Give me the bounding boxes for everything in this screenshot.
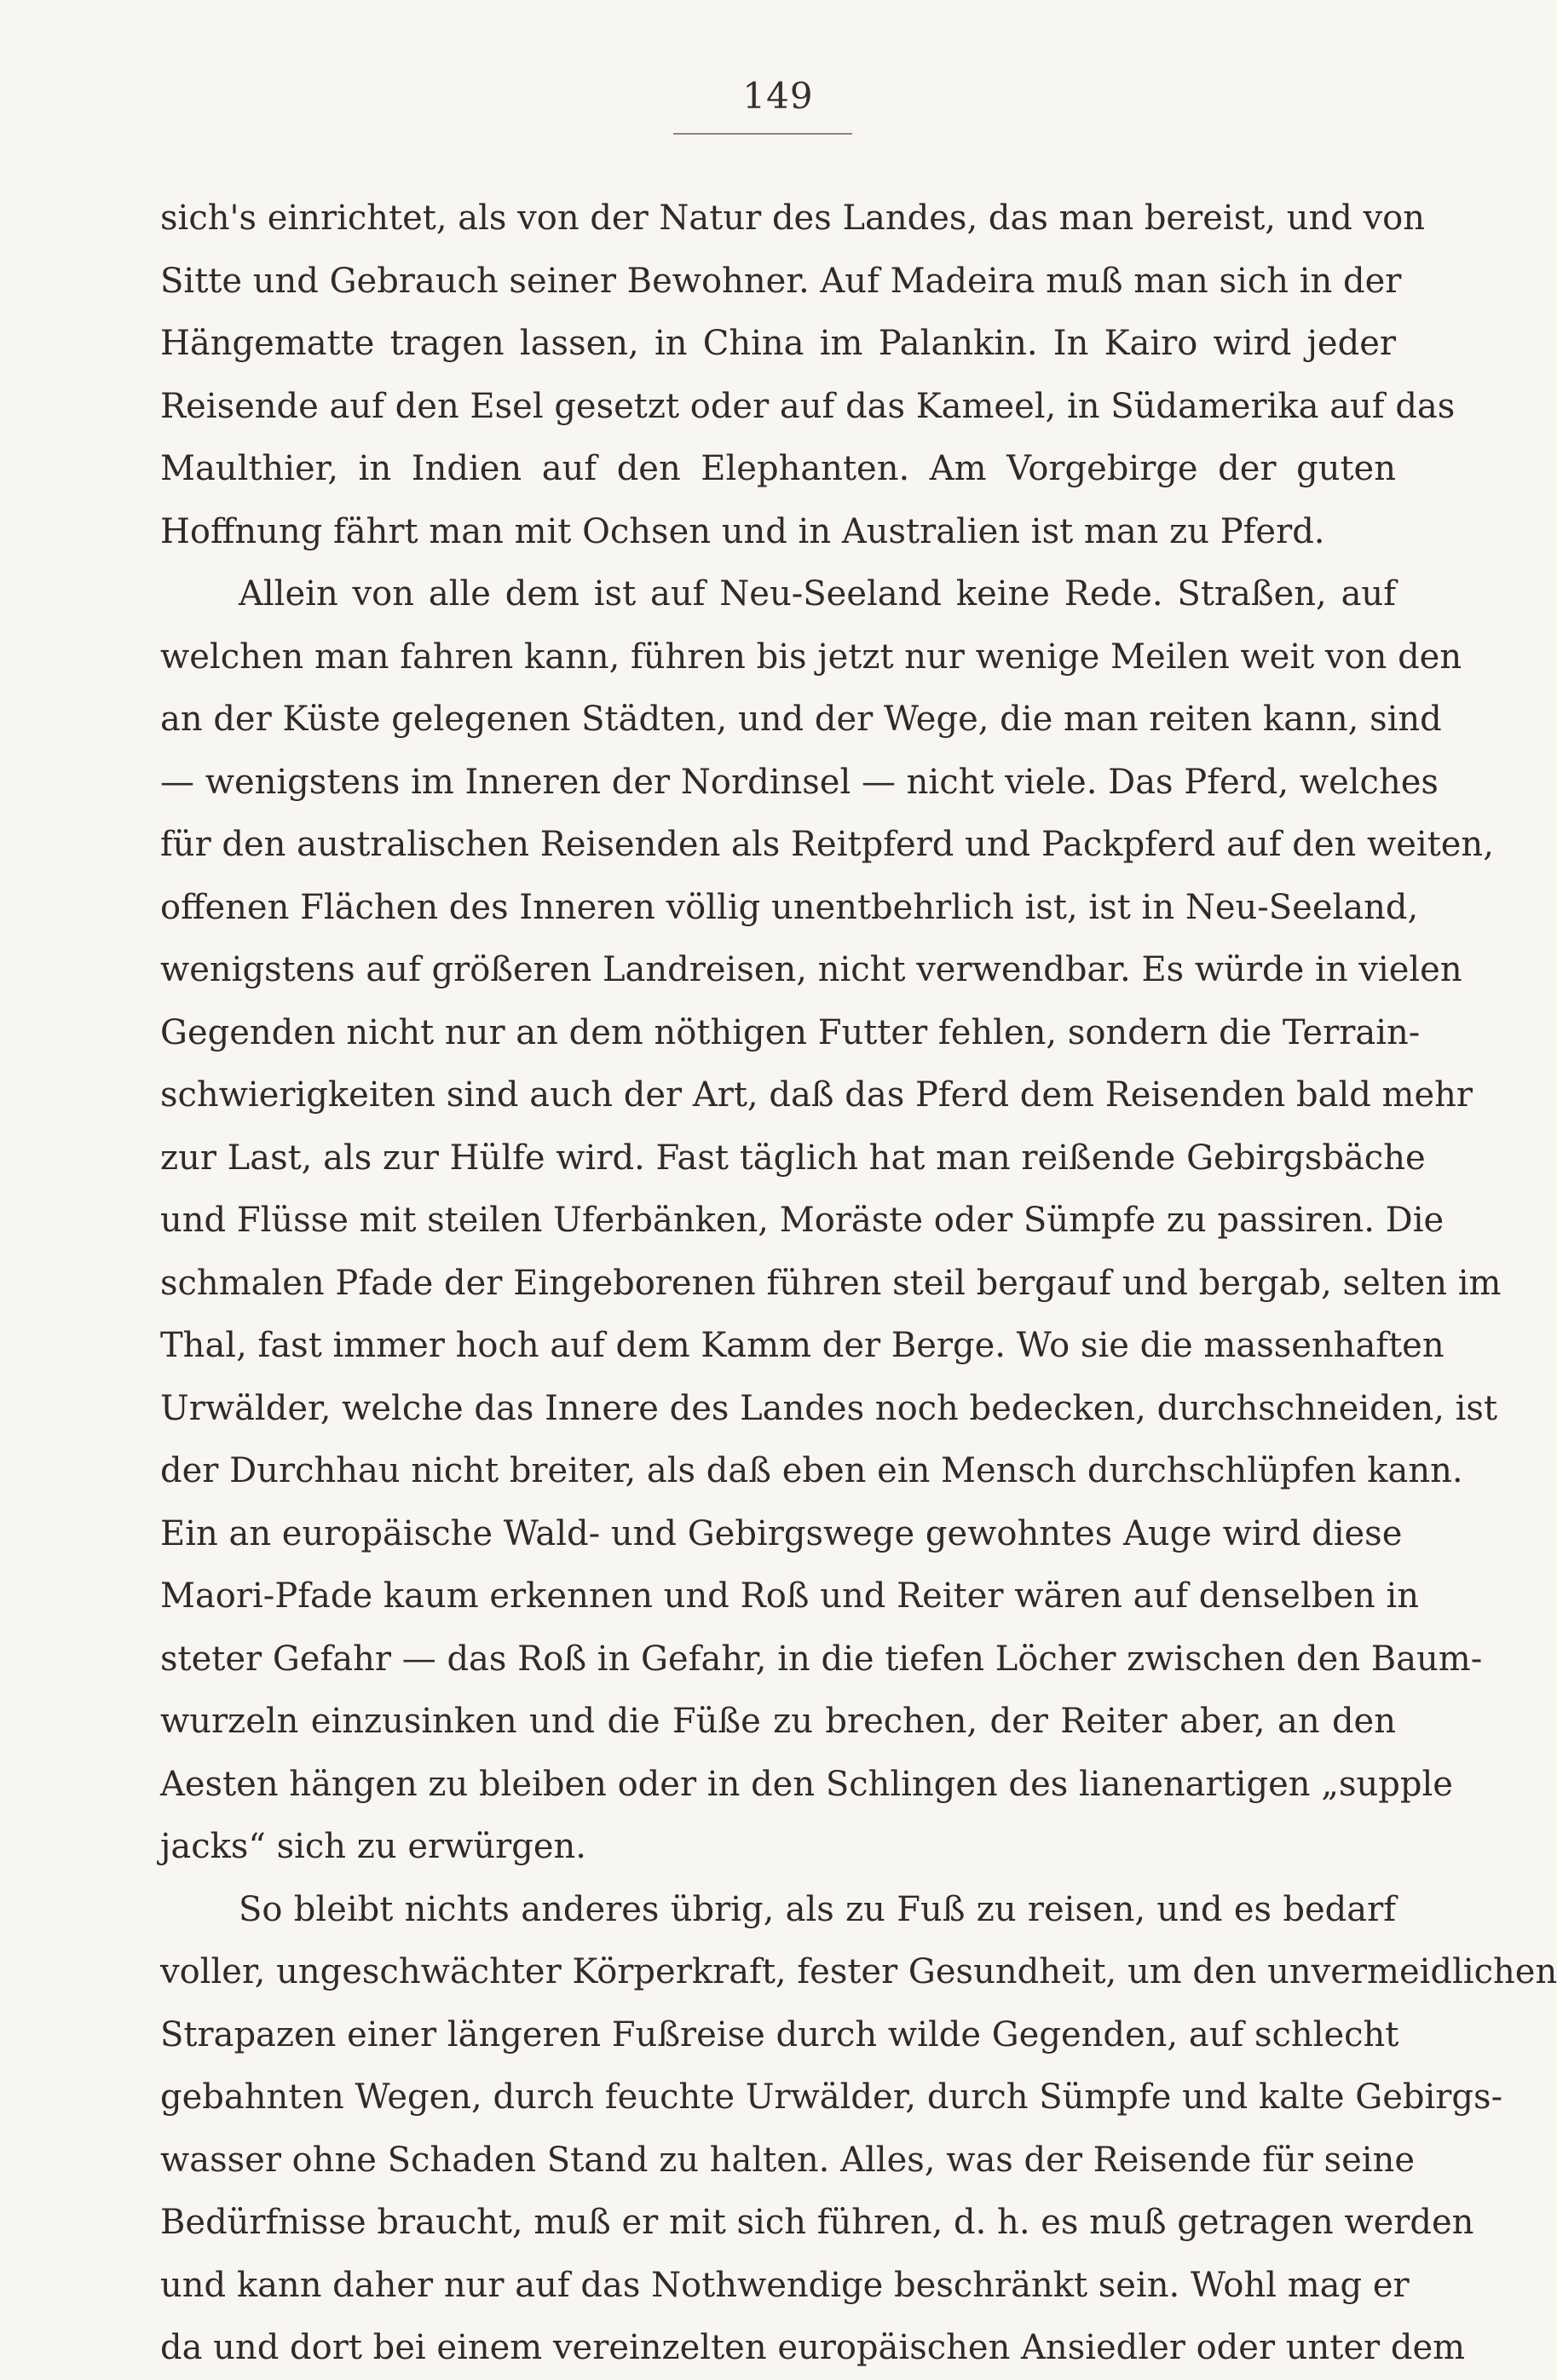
page-number: 149 — [742, 75, 814, 117]
text-line: — wenigstens im Inneren der Nordinsel — nicht viele. Das Pferd, welches — [160, 762, 1439, 802]
text-line: sich's einrichtet, als von der Natur des Landes, das man bereist, und von — [160, 199, 1426, 238]
text-line: an der Küste gelegenen Städten, und der Wege, die man reiten kann, sind — [160, 700, 1442, 739]
text-line: welchen man fahren kann, führen bis jetzt nur wenige Meilen weit von den — [160, 637, 1462, 677]
text-line: wenigstens auf größeren Landreisen, nicht verwendbar. Es würde in vielen — [160, 950, 1462, 989]
text-line: für den australischen Reisenden als Reitpferd und Packpferd auf den weiten, — [160, 825, 1494, 864]
text-line: Thal, fast immer hoch auf dem Kamm der Berge. Wo sie die massenhaften — [160, 1326, 1445, 1365]
text-line: Maori-Pfade kaum erkennen und Roß und Reiter wären auf denselben in — [160, 1576, 1420, 1616]
text-line: voller, ungeschwächter Körperkraft, fester Gesundheit, um den unvermeidlichen — [160, 1952, 1557, 1991]
text-line: Hoffnung fährt man mit Ochsen und in Australien ist man zu Pferd. — [160, 511, 1325, 551]
text-line: Ein an europäische Wald- und Gebirgswege gewohntes Auge wird diese — [160, 1513, 1403, 1553]
text-line: Maulthier, in Indien auf den Elephanten. Am Vorgebirge der guten — [160, 449, 1396, 488]
text-line: Strapazen einer längeren Fußreise durch wilde Gegenden, auf schlecht — [160, 2014, 1399, 2054]
text-line: wurzeln einzusinken und die Füße zu brechen, der Reiter aber, an den — [160, 1702, 1396, 1741]
text-line: Sitte und Gebrauch seiner Bewohner. Auf Madeira muß man sich in der — [160, 261, 1402, 301]
text-line: Allein von alle dem ist auf Neu-Seeland keine Rede. Straßen, auf — [239, 574, 1396, 614]
text-line: Hängematte tragen lassen, in China im Palankin. In Kairo wird jeder — [160, 324, 1396, 363]
text-line: steter Gefahr — das Roß in Gefahr, in die tiefen Löcher zwischen den Baum- — [160, 1639, 1483, 1679]
text-line: Urwälder, welche das Innere des Landes noch bedecken, durchschneiden, ist — [160, 1388, 1498, 1428]
text-line: gebahnten Wegen, durch feuchte Urwälder, durch Sümpfe und kalte Gebirgs- — [160, 2077, 1503, 2117]
text-line: Gegenden nicht nur an dem nöthigen Futter fehlen, sondern die Terrain- — [160, 1012, 1421, 1052]
text-line: zur Last, als zur Hülfe wird. Fast täglich hat man reißende Gebirgsbäche — [160, 1138, 1426, 1178]
text-line: Aesten hängen zu bleiben oder in den Schlingen des lianenartigen „supple — [160, 1764, 1453, 1804]
text-line: der Durchhau nicht breiter, als daß eben ein Mensch durchschlüpfen kann. — [160, 1451, 1463, 1490]
text-line: So bleibt nichts anderes übrig, als zu Fuß zu reisen, und es bedarf — [239, 1889, 1396, 1929]
text-line: und kann daher nur auf das Nothwendige beschränkt sein. Wohl mag er — [160, 2265, 1410, 2305]
text-line: jacks“ sich zu erwürgen. — [160, 1827, 586, 1866]
text-line: schmalen Pfade der Eingeborenen führen steil bergauf und bergab, selten im — [160, 1263, 1502, 1303]
header-rule — [673, 133, 852, 135]
body-text — [160, 187, 1557, 2380]
text-line: und Flüsse mit steilen Uferbänken, Moräste oder Sümpfe zu passiren. Die — [160, 1201, 1445, 1240]
text-line: wasser ohne Schaden Stand zu halten. Alles, was der Reisende für seine — [160, 2140, 1416, 2180]
text-line: Bedürfnisse braucht, muß er mit sich führen, d. h. es muß getragen werden — [160, 2203, 1474, 2242]
text-line: da und dort bei einem vereinzelten europäischen Ansiedler oder unter dem — [160, 2328, 1466, 2367]
text-line: offenen Flächen des Inneren völlig unentbehrlich ist, ist in Neu-Seeland, — [160, 887, 1419, 927]
text-line: Reisende auf den Esel gesetzt oder auf das Kameel, in Südamerika auf das — [160, 386, 1456, 426]
text-line: schwierigkeiten sind auch der Art, daß das Pferd dem Reisenden bald mehr — [160, 1075, 1473, 1115]
